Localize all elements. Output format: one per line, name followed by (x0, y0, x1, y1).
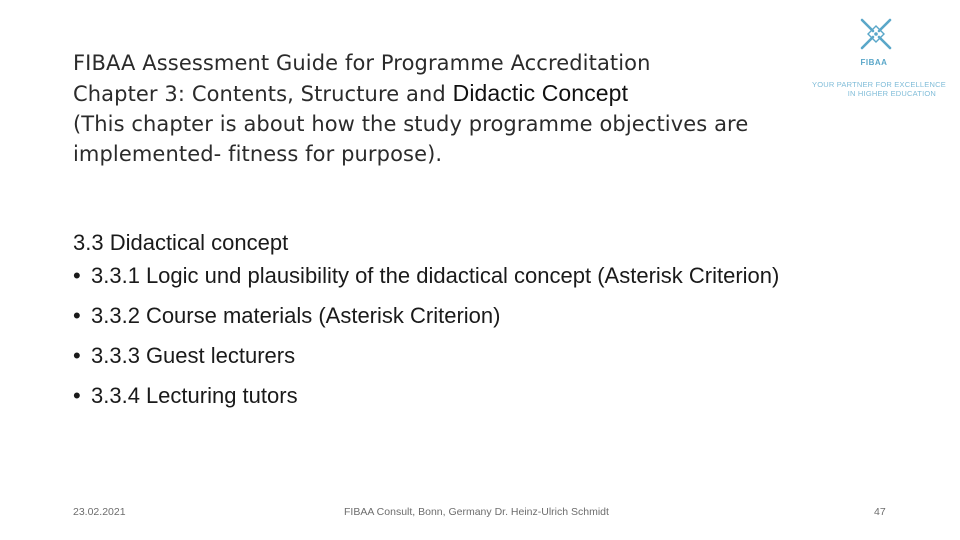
logo-tagline-line-2: IN HIGHER EDUCATION (847, 89, 936, 98)
title-line-3: (This chapter is about how the study programme objectives are (73, 112, 749, 136)
criteria-text: Lecturing tutors (145, 383, 298, 408)
slide-title (73, 48, 803, 169)
page-number: 47 (874, 506, 886, 518)
criteria-item (73, 381, 833, 411)
fibaa-logo (812, 14, 946, 104)
fibaa-star-icon (856, 14, 896, 54)
logo-name: FIBAA (860, 58, 888, 67)
criteria-text: Guest lecturers (145, 343, 296, 368)
criteria-item (73, 301, 833, 331)
criteria-number: 3.3.3 (91, 343, 140, 368)
title-line-4: implemented- fitness for purpose). (73, 142, 443, 166)
criteria-item (73, 261, 833, 291)
title-line-2 (73, 78, 803, 109)
criteria-text: Logic und plausibility of the didactical concept (Asterisk Criterion) (145, 263, 780, 288)
criteria-number: 3.3.4 (91, 383, 140, 408)
footer-date: 23.02.2021 (73, 506, 126, 518)
slide-content (73, 226, 833, 421)
criteria-text: Course materials (Asterisk Criterion) (145, 303, 501, 328)
title-line-1: FIBAA Assessment Guide for Programme Accreditation (73, 51, 651, 75)
criteria-number: 3.3.2 (91, 303, 140, 328)
criteria-item (73, 341, 833, 371)
section-heading: 3.3 Didactical concept (73, 230, 289, 255)
criteria-number: 3.3.1 (91, 263, 140, 288)
logo-tagline (812, 80, 946, 98)
logo-tagline-line-1: YOUR PARTNER FOR EXCELLENCE (812, 80, 946, 89)
title-line-2-prefix: Chapter 3: Contents, Structure and (73, 82, 453, 106)
footer-author: FIBAA Consult, Bonn, Germany Dr. Heinz-Ulrich Schmidt (344, 506, 609, 518)
criteria-list (73, 261, 833, 411)
title-emphasis: Didactic Concept (452, 80, 629, 106)
